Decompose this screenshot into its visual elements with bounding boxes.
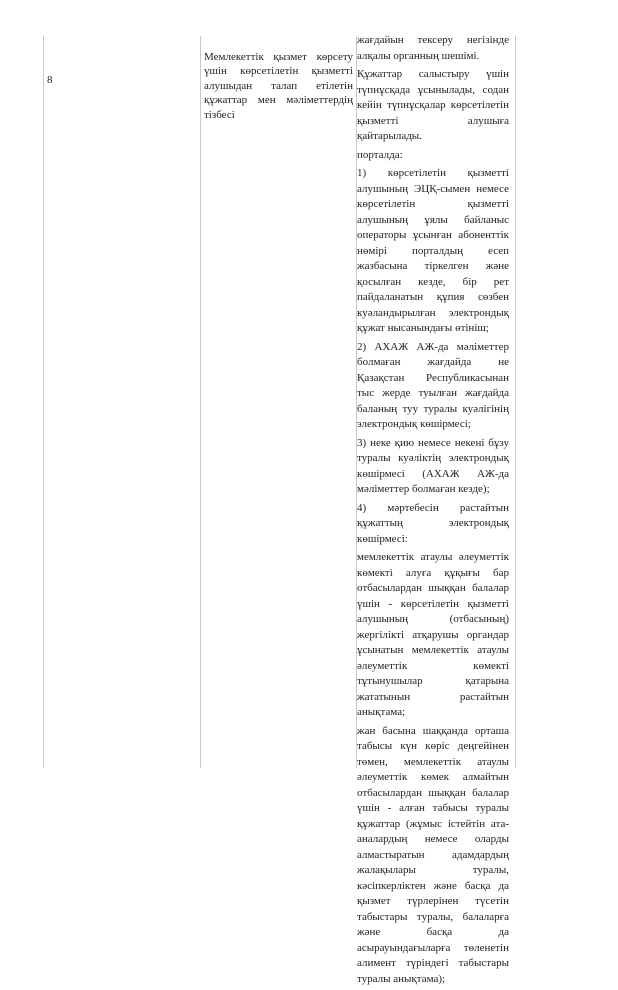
paragraph: 2) АХАЖ АЖ-да мәліметтер болмаған жағдайда не Қазақстан Республикасынан тыс жерде туылған жағдайда баланың туу туралы куәлігінің электрондық көшірмесі; (357, 340, 509, 430)
paragraph: жағдайын тексеру негізінде алқалы органның шешімі. (357, 34, 509, 62)
paragraph: Құжаттар салыстыру үшін түпнұсқада ұсынылады, содан кейін түпнұсқалар көрсетілетін қызметті алушыға қайтарылады. (357, 68, 509, 142)
content-cell (357, 33, 509, 990)
service-item-name: Мемлекеттік қызмет көрсету үшін көрсетілетін қызметті алушыдан талап етілетін құжаттар мен мәліметтердің тізбесі (204, 51, 353, 121)
table-border-right (515, 36, 516, 768)
paragraph: 4) мәртебесін растайтын құжаттың электрондық көшірмесі: (357, 501, 509, 545)
row-number: 8 (47, 74, 53, 86)
table-border-col2 (200, 36, 201, 768)
paragraph: жан басына шаққанда орташа табысы күн көріс деңгейінен төмен, мемлекеттік атаулы әлеуметтік көмек алмайтын отбасылардан шыққан балалар үшін - алған табысы туралы құжаттар (жұмыс істейтін ата-аналардың немесе оларды алмастыратын адамдардың жалақылары туралы, кәсіпкерліктен және басқа да қызмет түрлерінен түсетін табыстары туралы, балаларға және басқа да асырауындағыларға төленетін алимент түріндегі табыстары туралы анықтама); (357, 724, 509, 985)
paragraph: 3) неке қию немесе некені бұзу туралы куәліктің электрондық көшірмесі (АХАЖ АЖ-да мәліметтер болмаған кезде); (357, 436, 509, 495)
paragraph: мемлекеттік атаулы әлеуметтік көмекті алуға құқығы бар отбасылардан шыққан балалар үшін - көрсетілетін қызметті алушының (отбасының) жергілікті атқарушы органдар ұсынатын мемлекеттік атаулы әлеуметтік көмекті тұтынушылар қатарына жататынын растайтын анықтама; (357, 551, 509, 718)
paragraph: порталда: (357, 148, 403, 161)
table-border-left (43, 36, 44, 768)
paragraph: 1) көрсетілетін қызметті алушының ЭЦҚ-сымен немесе көрсетілетін қызметті алушының ұялы байланыс операторы ұсынған абоненттік нөмірі порталдың есеп жазбасына тіркелген және қосылған кезде, бір рет пайдаланатын құпия сөзбен куәландырылған электрондық құжат нысанындағы өтініш; (357, 167, 509, 334)
